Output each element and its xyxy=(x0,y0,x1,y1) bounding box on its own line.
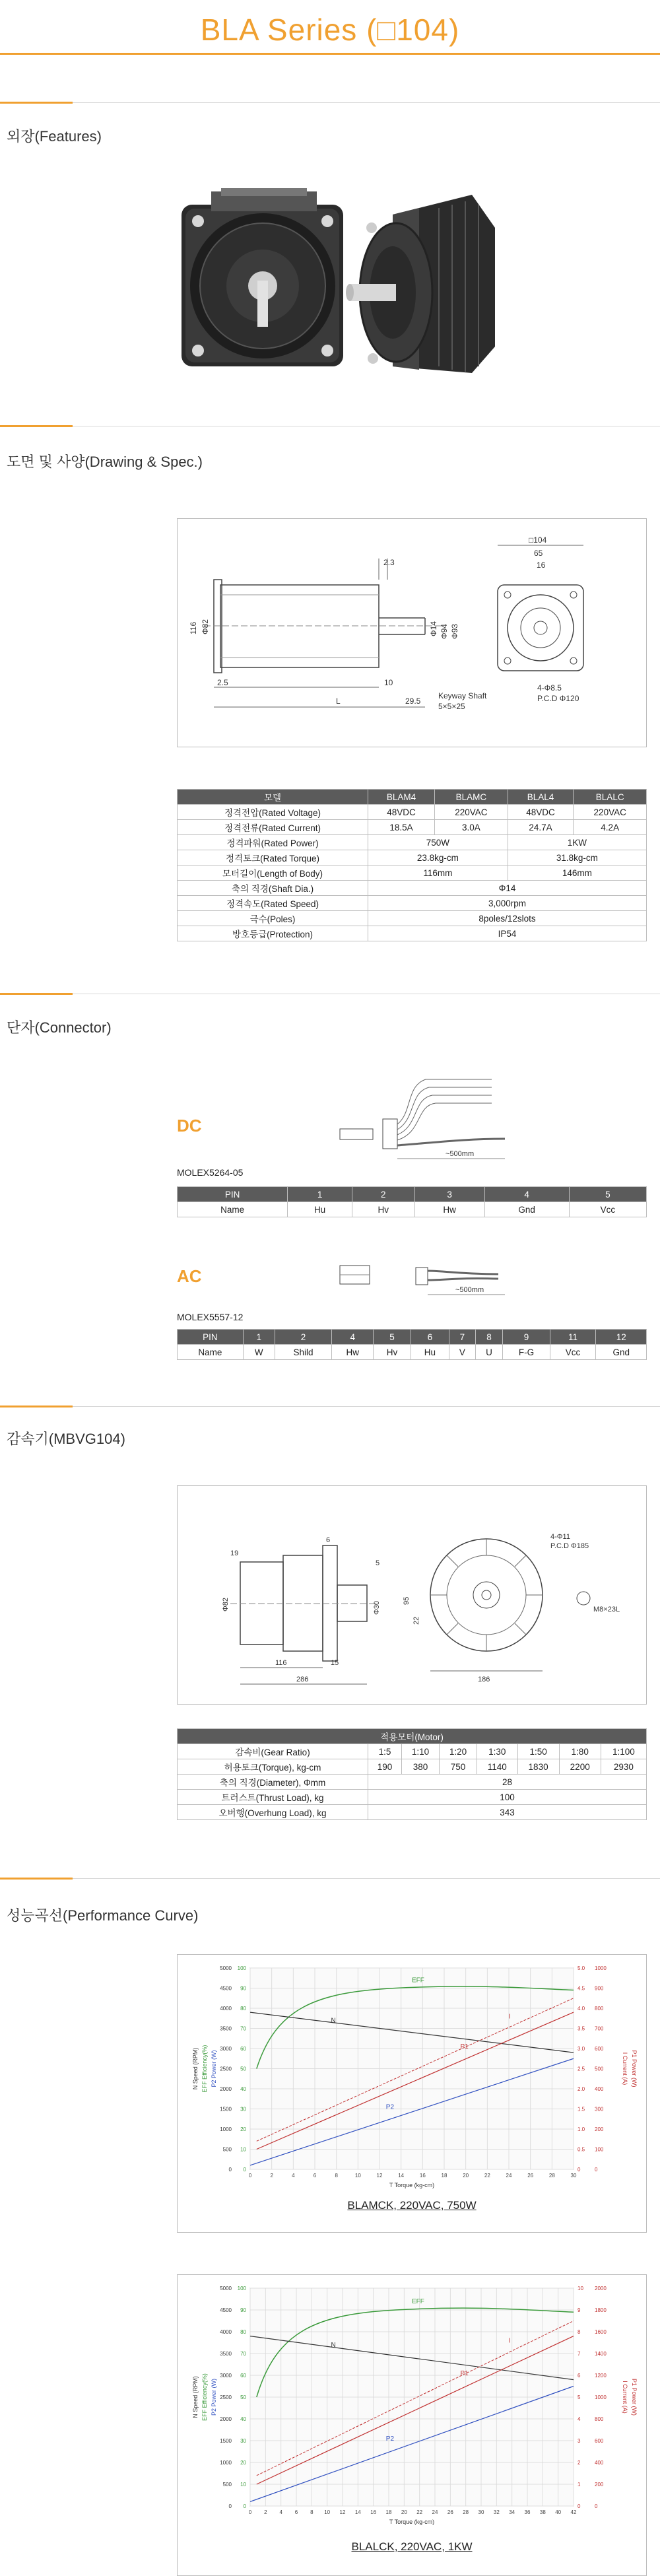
x-tick-label: 2 xyxy=(270,2173,273,2179)
y-tick-label-n: 3000 xyxy=(220,2373,232,2379)
y-tick-label-p: 1200 xyxy=(595,2373,607,2379)
table-row: 정격속도(Rated Speed) 3,000rpm xyxy=(178,896,647,911)
svg-text:M8×23L: M8×23L xyxy=(593,1606,620,1613)
table-row: 축의 직경(Diameter), Φmm 28 xyxy=(178,1775,647,1790)
svg-text:95: 95 xyxy=(403,1596,411,1605)
svg-text:5: 5 xyxy=(376,1559,380,1567)
y-tick-label-p: 200 xyxy=(595,2126,604,2132)
table-row: 축의 직경(Shaft Dia.) Φ14 xyxy=(178,881,647,896)
y-tick-label-p: 900 xyxy=(595,1985,604,1992)
curve-label: P2 xyxy=(385,2103,395,2111)
y-tick-label-eff: 70 xyxy=(240,2351,246,2357)
y-tick-label-i: 5 xyxy=(578,2394,581,2400)
performance-chart-frame xyxy=(177,2274,647,2576)
table-row: Name W Shild Hw Hv Hu V U F-G Vcc Gnd xyxy=(178,1345,647,1360)
dim-label: P.C.D Φ120 xyxy=(537,694,579,703)
y-tick-label-p: 800 xyxy=(595,2416,604,2422)
y-tick-label-p: 0 xyxy=(595,2167,598,2173)
x-tick-label: 26 xyxy=(527,2173,534,2179)
y-tick-label-n: 5000 xyxy=(220,1965,232,1971)
dim-label: 116 xyxy=(189,621,198,634)
y-axis-label: EFF Efficiency(%) xyxy=(201,2373,208,2421)
y-tick-label-p: 400 xyxy=(595,2086,604,2092)
y-tick-label-p: 300 xyxy=(595,2106,604,2113)
table-row: 감속비(Gear Ratio) 1:5 1:10 1:20 1:30 1:50 1:80 1:100 xyxy=(178,1744,647,1759)
curve-label: EFF xyxy=(412,2298,424,2306)
performance-heading: 성능곡선(Performance Curve) xyxy=(7,1907,199,1924)
performance-chart-750w xyxy=(178,1955,646,2192)
y-tick-label-eff: 50 xyxy=(240,2066,246,2072)
y-tick-label-i: 0.5 xyxy=(578,2146,585,2153)
y-tick-label-eff: 80 xyxy=(240,2006,246,2012)
svg-text:P.C.D Φ185: P.C.D Φ185 xyxy=(550,1542,589,1550)
table-row: Name Hu Hv Hw Gnd Vcc xyxy=(178,1202,647,1217)
svg-text:6: 6 xyxy=(326,1536,331,1544)
table-header-row: 적용모터(Motor) xyxy=(178,1729,647,1744)
y-tick-label-p: 600 xyxy=(595,2046,604,2052)
y-tick-label-eff: 20 xyxy=(240,2460,246,2466)
y-tick-label-i: 1.5 xyxy=(578,2106,585,2113)
table-header-row: PIN 1 2 4 5 6 7 8 9 11 12 xyxy=(178,1330,647,1345)
y-tick-label-eff: 0 xyxy=(243,2503,246,2509)
x-tick-label: 4 xyxy=(279,2509,282,2515)
y-tick-label-n: 0 xyxy=(228,2167,232,2173)
table-header-row: PIN 1 2 3 4 5 xyxy=(178,1187,647,1202)
curve-label: P1 xyxy=(460,2370,469,2377)
x-tick-label: 30 xyxy=(570,2173,577,2179)
y-tick-label-p: 200 xyxy=(595,2482,604,2488)
y-tick-label-p: 100 xyxy=(595,2146,604,2153)
y-tick-label-n: 1500 xyxy=(220,2438,232,2444)
dc-label: DC xyxy=(177,1116,202,1135)
x-tick-label: 24 xyxy=(432,2509,438,2515)
dim-label: 16 xyxy=(537,560,546,570)
x-axis-label: T Torque (kg-cm) xyxy=(389,2182,435,2188)
y-tick-label-i: 7 xyxy=(578,2351,581,2357)
y-tick-label-p: 500 xyxy=(595,2066,604,2072)
y-tick-label-i: 2.5 xyxy=(578,2066,585,2072)
section-accent xyxy=(0,1878,73,1880)
x-tick-label: 6 xyxy=(313,2173,317,2179)
x-tick-label: 26 xyxy=(447,2509,453,2515)
y-tick-label-i: 6 xyxy=(578,2373,581,2379)
dim-label: 10 xyxy=(384,678,393,687)
y-tick-label-n: 4500 xyxy=(220,1985,232,1992)
motor-product-images xyxy=(175,188,498,380)
table-header-cell: 모델 xyxy=(178,790,368,805)
dim-label: 65 xyxy=(534,549,543,558)
x-axis-label: T Torque (kg-cm) xyxy=(389,2519,435,2525)
dim-label: 2.3 xyxy=(383,558,395,567)
features-heading: 외장(Features) xyxy=(7,128,102,145)
y-tick-label-n: 4000 xyxy=(220,2329,232,2335)
table-row: 극수(Poles) 8poles/12slots xyxy=(178,911,647,926)
y-tick-label-eff: 30 xyxy=(240,2438,246,2444)
ac-connector-drawing xyxy=(333,1258,512,1304)
y-tick-label-i: 10 xyxy=(578,2286,583,2291)
chart-caption: BLALCK, 220VAC, 1KW xyxy=(351,2540,473,2553)
y-tick-label-i: 0 xyxy=(578,2503,581,2509)
x-tick-label: 14 xyxy=(398,2173,405,2179)
y-tick-label-p: 700 xyxy=(595,2025,604,2032)
dim-label: Φ93 xyxy=(450,624,459,639)
dim-label: 5×5×25 xyxy=(438,702,465,711)
y-tick-label-p: 400 xyxy=(595,2460,604,2466)
y-tick-label-p: 0 xyxy=(595,2503,598,2509)
y-tick-label-i: 2 xyxy=(578,2460,581,2466)
y-tick-label-eff: 50 xyxy=(240,2394,246,2400)
curve-label: I xyxy=(509,2013,511,2021)
ac-label: AC xyxy=(177,1266,202,1286)
y-tick-label-eff: 10 xyxy=(240,2146,246,2153)
y-tick-label-n: 3500 xyxy=(220,2025,232,2032)
svg-text:~500mm: ~500mm xyxy=(455,1286,484,1294)
table-row: 모터길이(Length of Body) 116mm 146mm xyxy=(178,865,647,881)
x-tick-label: 42 xyxy=(570,2509,577,2515)
y-tick-label-n: 5000 xyxy=(220,2286,232,2291)
svg-text:116: 116 xyxy=(275,1659,287,1667)
performance-chart-frame xyxy=(177,1954,647,2233)
table-row: 정격전류(Rated Current) 18.5A 3.0A 24.7A 4.2A xyxy=(178,820,647,835)
dim-label: Keyway Shaft xyxy=(438,691,487,700)
drawing-heading: 도면 및 사양(Drawing & Spec.) xyxy=(7,454,203,470)
table-header-row xyxy=(178,790,647,805)
motor-dimension-drawing xyxy=(178,519,646,747)
dim-label: Φ94 xyxy=(440,624,449,639)
x-tick-label: 10 xyxy=(354,2173,361,2179)
y-tick-label-eff: 60 xyxy=(240,2046,246,2052)
y-tick-label-n: 3500 xyxy=(220,2351,232,2357)
x-tick-label: 12 xyxy=(376,2173,383,2179)
table-row: 정격전압(Rated Voltage) 48VDC 220VAC 48VDC 220VAC xyxy=(178,805,647,820)
dim-label: L xyxy=(336,696,341,706)
y-tick-label-n: 4000 xyxy=(220,2006,232,2012)
table-row: 방호등급(Protection) IP54 xyxy=(178,926,647,941)
y-axis-label: P2 Power (W) xyxy=(211,2050,217,2087)
y-tick-label-n: 1000 xyxy=(220,2460,232,2466)
y-axis-label: N Speed (RPM) xyxy=(192,2047,199,2090)
gearbox-dimension-drawing xyxy=(178,1486,646,1704)
title-divider xyxy=(0,53,660,55)
x-tick-label: 38 xyxy=(539,2509,546,2515)
y-tick-label-eff: 100 xyxy=(237,1965,246,1971)
y-axis-label: I Current (A) xyxy=(622,2052,628,2085)
y-tick-label-p: 2000 xyxy=(595,2286,607,2291)
chart-caption: BLAMCK, 220VAC, 750W xyxy=(347,2199,477,2212)
y-tick-label-eff: 90 xyxy=(240,1985,246,1992)
dim-label: Φ14 xyxy=(429,621,438,636)
svg-text:19: 19 xyxy=(230,1549,239,1557)
y-axis-label: P1 Power (W) xyxy=(631,2050,638,2087)
dc-model: MOLEX5264-05 xyxy=(177,1167,244,1178)
section-rule xyxy=(0,102,660,103)
curve-label: P2 xyxy=(385,2435,395,2443)
y-tick-label-n: 2500 xyxy=(220,2394,232,2400)
page-title: BLA Series (□104) xyxy=(200,13,460,47)
y-tick-label-n: 2000 xyxy=(220,2086,232,2092)
svg-text:Φ30: Φ30 xyxy=(373,1600,381,1615)
section-accent xyxy=(0,1406,73,1407)
y-tick-label-i: 0 xyxy=(578,2167,581,2173)
x-tick-label: 24 xyxy=(506,2173,512,2179)
x-tick-label: 28 xyxy=(463,2509,469,2515)
y-tick-label-p: 800 xyxy=(595,2006,604,2012)
y-tick-label-i: 2.0 xyxy=(578,2086,585,2092)
y-tick-label-i: 3.0 xyxy=(578,2046,585,2052)
x-tick-label: 30 xyxy=(478,2509,484,2515)
x-tick-label: 18 xyxy=(385,2509,392,2515)
y-axis-label: P1 Power (W) xyxy=(631,2378,638,2416)
dim-label: 4-Φ8.5 xyxy=(537,683,562,693)
performance-chart-1kw xyxy=(178,2275,646,2529)
y-tick-label-eff: 100 xyxy=(237,2286,246,2291)
x-tick-label: 20 xyxy=(463,2173,469,2179)
y-tick-label-eff: 70 xyxy=(240,2025,246,2032)
table-row: 오버행(Overhung Load), kg 343 xyxy=(178,1805,647,1820)
curve-label: I xyxy=(509,2337,511,2345)
x-tick-label: 34 xyxy=(509,2509,515,2515)
dim-label: □104 xyxy=(529,535,547,545)
table-header-cell: BLAM4 xyxy=(368,790,435,805)
y-tick-label-eff: 40 xyxy=(240,2416,246,2422)
dc-connector-drawing xyxy=(333,1066,512,1165)
y-axis-label: EFF Efficiency(%) xyxy=(201,2045,208,2093)
y-tick-label-n: 3000 xyxy=(220,2046,232,2052)
x-tick-label: 22 xyxy=(484,2173,490,2179)
y-tick-label-n: 0 xyxy=(228,2503,232,2509)
ac-model: MOLEX5557-12 xyxy=(177,1312,244,1322)
y-tick-label-n: 2500 xyxy=(220,2066,232,2072)
dim-label: 2.5 xyxy=(217,678,228,687)
y-tick-label-i: 8 xyxy=(578,2329,581,2335)
motor-front-view xyxy=(182,188,343,366)
x-tick-label: 28 xyxy=(548,2173,555,2179)
dc-pin-table xyxy=(177,1186,647,1217)
y-tick-label-eff: 0 xyxy=(243,2167,246,2173)
table-row: 트러스트(Thrust Load), kg 100 xyxy=(178,1790,647,1805)
motor-side-view xyxy=(346,195,495,373)
x-tick-label: 0 xyxy=(248,2509,252,2515)
x-tick-label: 10 xyxy=(324,2509,331,2515)
table-header-cell: BLAMC xyxy=(435,790,508,805)
y-tick-label-p: 1600 xyxy=(595,2329,607,2335)
y-tick-label-n: 2000 xyxy=(220,2416,232,2422)
svg-text:~500mm: ~500mm xyxy=(446,1150,475,1158)
y-tick-label-p: 600 xyxy=(595,2438,604,2444)
connector-heading: 단자(Connector) xyxy=(7,1019,112,1036)
section-rule xyxy=(0,1406,660,1407)
y-tick-label-eff: 80 xyxy=(240,2329,246,2335)
y-tick-label-p: 1800 xyxy=(595,2307,607,2313)
x-tick-label: 0 xyxy=(248,2173,252,2179)
x-tick-label: 20 xyxy=(401,2509,407,2515)
gearbox-heading: 감속기(MBVG104) xyxy=(7,1431,125,1447)
x-tick-label: 22 xyxy=(416,2509,423,2515)
y-tick-label-i: 1 xyxy=(578,2482,581,2488)
x-tick-label: 16 xyxy=(370,2509,377,2515)
curve-label: N xyxy=(331,2017,336,2025)
section-accent xyxy=(0,993,73,995)
y-tick-label-i: 4 xyxy=(578,2416,581,2422)
y-tick-label-eff: 40 xyxy=(240,2086,246,2092)
y-tick-label-p: 1000 xyxy=(595,2394,607,2400)
svg-text:4-Φ11: 4-Φ11 xyxy=(550,1533,570,1541)
y-tick-label-n: 4500 xyxy=(220,2307,232,2313)
y-tick-label-i: 4.0 xyxy=(578,2006,585,2012)
table-row: 정격파워(Rated Power) 750W 1KW xyxy=(178,835,647,850)
y-tick-label-n: 1000 xyxy=(220,2126,232,2132)
y-tick-label-i: 9 xyxy=(578,2307,581,2313)
y-axis-label: P2 Power (W) xyxy=(211,2378,217,2416)
x-tick-label: 6 xyxy=(294,2509,298,2515)
y-tick-label-eff: 20 xyxy=(240,2126,246,2132)
table-row: 정격토크(Rated Torque) 23.8kg-cm 31.8kg-cm xyxy=(178,850,647,865)
x-tick-label: 2 xyxy=(264,2509,267,2515)
x-tick-label: 14 xyxy=(354,2509,361,2515)
motor-spec-table xyxy=(177,789,647,941)
x-tick-label: 18 xyxy=(441,2173,447,2179)
table-header-cell: BLALC xyxy=(574,790,647,805)
y-tick-label-eff: 30 xyxy=(240,2106,246,2113)
y-tick-label-eff: 90 xyxy=(240,2307,246,2313)
x-tick-label: 4 xyxy=(292,2173,295,2179)
svg-text:15: 15 xyxy=(331,1659,339,1667)
y-tick-label-i: 1.0 xyxy=(578,2126,585,2132)
y-tick-label-n: 500 xyxy=(222,2146,232,2153)
gearbox-drawing-frame xyxy=(177,1485,647,1705)
y-tick-label-i: 3 xyxy=(578,2438,581,2444)
dim-label: 29.5 xyxy=(405,696,421,706)
section-accent xyxy=(0,425,73,427)
x-tick-label: 12 xyxy=(339,2509,346,2515)
section-rule xyxy=(0,1878,660,1879)
y-tick-label-eff: 10 xyxy=(240,2482,246,2488)
svg-text:22: 22 xyxy=(412,1616,420,1625)
x-tick-label: 16 xyxy=(419,2173,426,2179)
curve-label: P1 xyxy=(460,2043,469,2051)
svg-text:186: 186 xyxy=(478,1676,490,1683)
y-tick-label-eff: 60 xyxy=(240,2373,246,2379)
y-tick-label-n: 500 xyxy=(222,2482,232,2488)
gearbox-spec-table xyxy=(177,1728,647,1820)
y-axis-label: I Current (A) xyxy=(622,2381,628,2414)
table-row: 허용토크(Torque), kg-cm 190 380 750 1140 1830 2200 2930 xyxy=(178,1759,647,1775)
x-tick-label: 8 xyxy=(335,2173,338,2179)
y-tick-label-p: 1000 xyxy=(595,1965,607,1971)
curve-label: EFF xyxy=(412,1977,424,1984)
x-tick-label: 40 xyxy=(555,2509,562,2515)
svg-text:286: 286 xyxy=(296,1676,309,1683)
table-header-cell: BLAL4 xyxy=(508,790,574,805)
drawing-frame xyxy=(177,518,647,747)
section-accent xyxy=(0,102,73,104)
dim-label: Φ82 xyxy=(201,619,210,634)
y-tick-label-n: 1500 xyxy=(220,2106,232,2113)
x-tick-label: 36 xyxy=(524,2509,531,2515)
y-tick-label-p: 1400 xyxy=(595,2351,607,2357)
y-tick-label-i: 3.5 xyxy=(578,2025,585,2032)
y-tick-label-i: 4.5 xyxy=(578,1985,585,1992)
y-axis-label: N Speed (RPM) xyxy=(192,2376,199,2418)
svg-text:Φ82: Φ82 xyxy=(222,1597,230,1611)
x-tick-label: 32 xyxy=(493,2509,500,2515)
ac-pin-table xyxy=(177,1329,647,1360)
x-tick-label: 8 xyxy=(310,2509,314,2515)
curve-label: N xyxy=(331,2342,336,2350)
y-tick-label-i: 5.0 xyxy=(578,1965,585,1971)
